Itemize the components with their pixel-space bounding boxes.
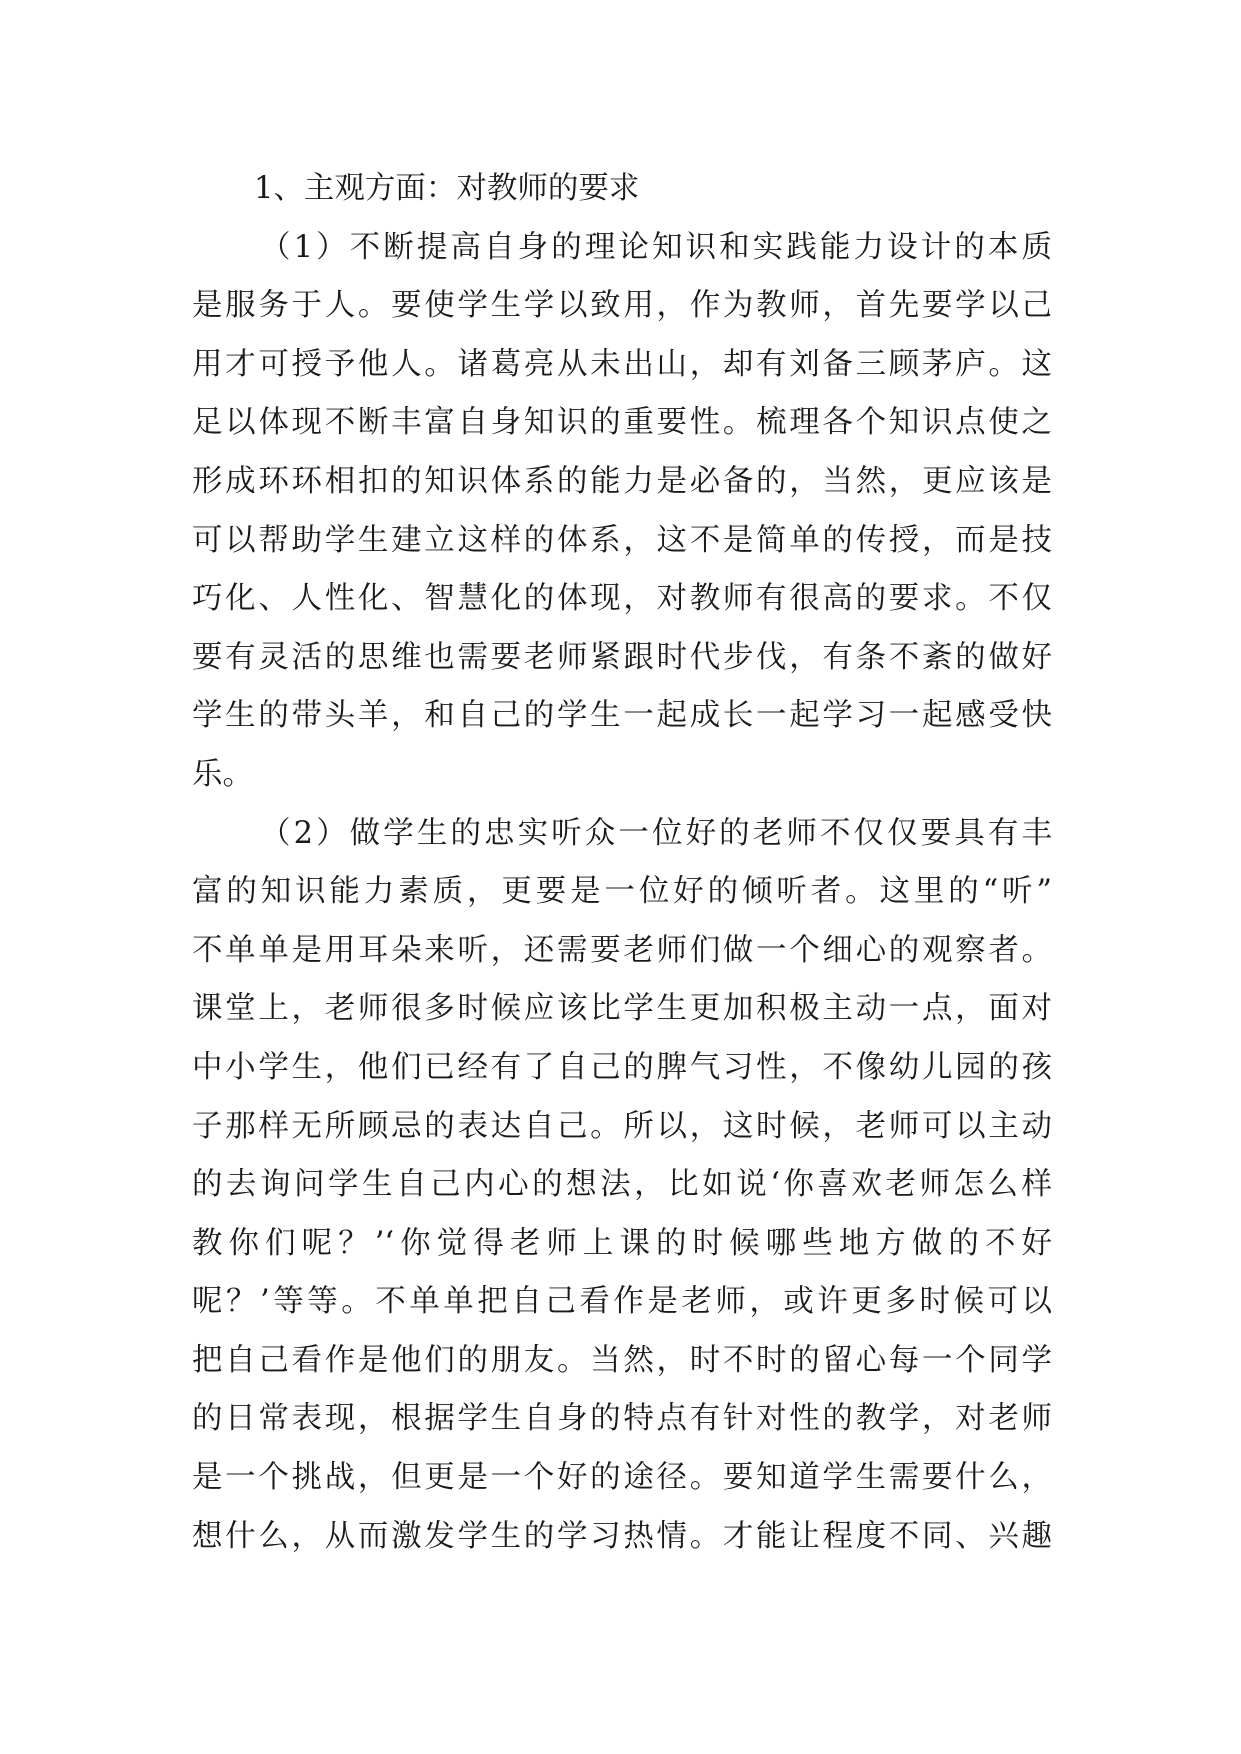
paragraph-line: 用才可授予他人。诸葛亮从未出山，却有刘备三顾茅庐。这 <box>192 346 1052 382</box>
paragraph-line: 足以体现不断丰富自身知识的重要性。梳理各个知识点使之 <box>192 405 1052 441</box>
paragraph-line: 巧化、人性化、智慧化的体现，对教师有很高的要求。不仅 <box>192 581 1052 617</box>
paragraph-line: 教你们呢？’‘你觉得老师上课的时候哪些地方做的不好 <box>192 1225 1052 1261</box>
paragraph-line: 形成环环相扣的知识体系的能力是必备的，当然，更应该是 <box>192 463 1052 499</box>
paragraph-line: 把自己看作是他们的朋友。当然，时不时的留心每一个同学 <box>192 1342 1052 1378</box>
paragraph-line: 不单单是用耳朵来听，还需要老师们做一个细心的观察者。 <box>192 932 1052 968</box>
paragraph-2 <box>192 805 1052 1567</box>
paragraph-line: （1）不断提高自身的理论知识和实践能力设计的本质 <box>260 229 1052 265</box>
document-body <box>192 160 1052 1566</box>
paragraph-line: 想什么，从而激发学生的学习热情。才能让程度不同、兴趣 <box>192 1518 1052 1554</box>
section-heading: 1、主观方面：对教师的要求 <box>254 171 640 206</box>
paragraph-line: 是服务于人。要使学生学以致用，作为教师，首先要学以己 <box>192 288 1052 324</box>
paragraph-line: 学生的带头羊，和自己的学生一起成长一起学习一起感受快 <box>192 698 1052 734</box>
paragraph-line: 乐。 <box>192 756 253 792</box>
paragraph-line: 的日常表现，根据学生自身的特点有针对性的教学，对老师 <box>192 1401 1052 1437</box>
paragraph-line: 的去询问学生自己内心的想法，比如说‘你喜欢老师怎么样 <box>192 1167 1052 1203</box>
paragraph-line: 呢？’等等。不单单把自己看作是老师，或许更多时候可以 <box>192 1284 1052 1320</box>
paragraph-line: 是一个挑战，但更是一个好的途径。要知道学生需要什么， <box>192 1460 1052 1496</box>
paragraph-line: 课堂上，老师很多时候应该比学生更加积极主动一点，面对 <box>192 991 1052 1027</box>
paragraph-1 <box>192 219 1052 805</box>
paragraph-line: 可以帮助学生建立这样的体系，这不是简单的传授，而是技 <box>192 522 1052 558</box>
paragraph-line: 子那样无所顾忌的表达自己。所以，这时候，老师可以主动 <box>192 1108 1052 1144</box>
paragraph-line: 要有灵活的思维也需要老师紧跟时代步伐，有条不紊的做好 <box>192 639 1052 675</box>
paragraph-line: 富的知识能力素质，更要是一位好的倾听者。这里的“听” <box>192 874 1052 910</box>
paragraph-line: （2）做学生的忠实听众一位好的老师不仅仅要具有丰 <box>260 815 1052 851</box>
paragraph-line: 中小学生，他们已经有了自己的脾气习性，不像幼儿园的孩 <box>192 1049 1052 1085</box>
